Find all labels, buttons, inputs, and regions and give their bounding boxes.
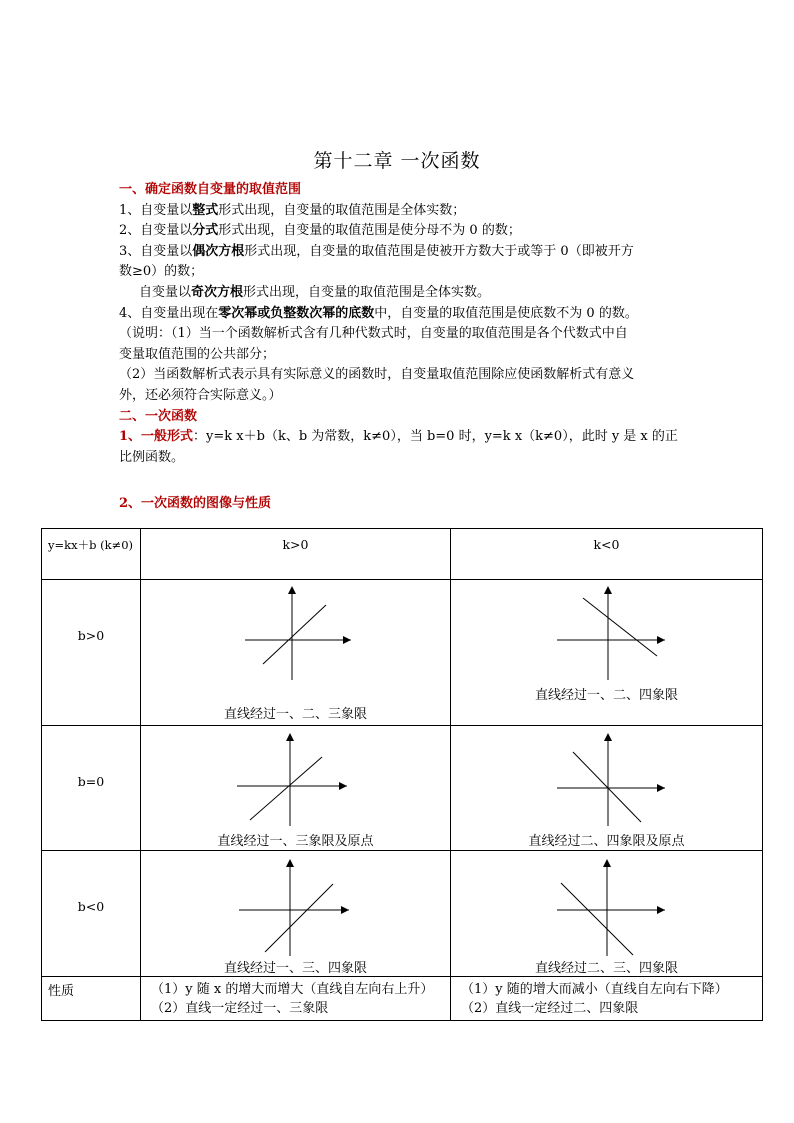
rule-3: 3、自变量以偶次方根形式出现，自变量的取值范围是使被开方数大于或等于 0（即被开方 <box>119 243 634 259</box>
col-k-negative: k<0 <box>451 529 763 580</box>
property-line: （2）直线一定经过一、三象限 <box>151 1001 329 1016</box>
rule-4: 4、自变量出现在零次幂或负整数次幂的底数中，自变量的取值范围是使底数不为 0 的数。 <box>119 305 638 321</box>
graph-cell <box>141 580 451 726</box>
graph-kneg-bpos <box>451 582 763 692</box>
rule-3-cont: 数≥0）的数； <box>119 264 204 280</box>
graph-cell <box>451 580 763 726</box>
general-form: 1、一般形式：y=k x＋b（k、b 为常数，k≠0），当 b=0 时，y=k x（k≠0），此时 y 是 x 的正 <box>119 429 678 445</box>
rule-2: 2、自变量以分式形式出现，自变量的取值范围是使分母不为 0 的数； <box>119 223 521 239</box>
graph-kneg-bneg <box>451 855 763 959</box>
property-label: 性质 <box>42 977 141 1021</box>
caption: 直线经过一、三象限及原点 <box>217 834 374 849</box>
graph-cell <box>141 726 451 851</box>
graph-cell <box>141 851 451 977</box>
section1-heading: 一、确定函数自变量的取值范围 <box>119 182 302 197</box>
col-k-positive: k>0 <box>141 529 451 580</box>
note-1-cont: 变量取值范围的公共部分； <box>119 346 276 362</box>
property-line: （2）直线一定经过二、四象限 <box>461 1001 639 1016</box>
rule-3-odd: 自变量以奇次方根形式出现，自变量的取值范围是全体实数。 <box>139 284 491 300</box>
page-title: 第十二章 一次函数 <box>313 150 481 172</box>
section-body <box>119 180 679 468</box>
row-label: b>0 <box>42 580 141 726</box>
note-2: （2）当函数解析式表示具有实际意义的函数时，自变量取值范围除应使函数解析式有意义 <box>119 367 635 383</box>
property-k-positive <box>141 977 451 1021</box>
note-2-cont: 外，还必须符合实际意义。） <box>119 387 282 403</box>
property-line: （1）y 随的增大而减小（直线自左向右下降） <box>461 982 728 997</box>
graph-kpos-bneg <box>141 855 451 959</box>
table-row <box>42 851 763 977</box>
graph-kpos-bpos <box>141 582 451 692</box>
row-label: b<0 <box>42 851 141 977</box>
general-form-cont: 比例函数。 <box>119 449 185 465</box>
subsection-graph-heading: 2、一次函数的图像与性质 <box>119 496 272 511</box>
caption: 直线经过一、二、四象限 <box>534 688 678 703</box>
table-row <box>42 580 763 726</box>
graph-cell <box>451 851 763 977</box>
caption: 直线经过二、三、四象限 <box>534 961 678 976</box>
graph-cell <box>451 726 763 851</box>
table-header-row <box>42 529 763 580</box>
note-1: （说明：（1）当一个函数解析式含有几种代数式时，自变量的取值范围是各个代数式中自 <box>119 326 628 342</box>
graph-kneg-bzero <box>451 730 763 830</box>
property-row <box>42 977 763 1021</box>
property-line: （1）y 随 x 的增大而增大（直线自左向右上升） <box>151 982 434 997</box>
function-table <box>41 528 763 1021</box>
caption: 直线经过一、二、三象限 <box>223 707 367 722</box>
caption: 直线经过一、三、四象限 <box>223 961 367 976</box>
table-row <box>42 726 763 851</box>
rule-1: 1、自变量以整式形式出现，自变量的取值范围是全体实数； <box>119 202 466 218</box>
caption: 直线经过二、四象限及原点 <box>528 834 685 849</box>
property-k-negative <box>451 977 763 1021</box>
row-label: b=0 <box>42 726 141 851</box>
section2-heading: 二、一次函数 <box>119 408 198 424</box>
table-corner: y=kx＋b (k≠0) <box>42 529 141 580</box>
graph-kpos-bzero <box>141 730 451 830</box>
